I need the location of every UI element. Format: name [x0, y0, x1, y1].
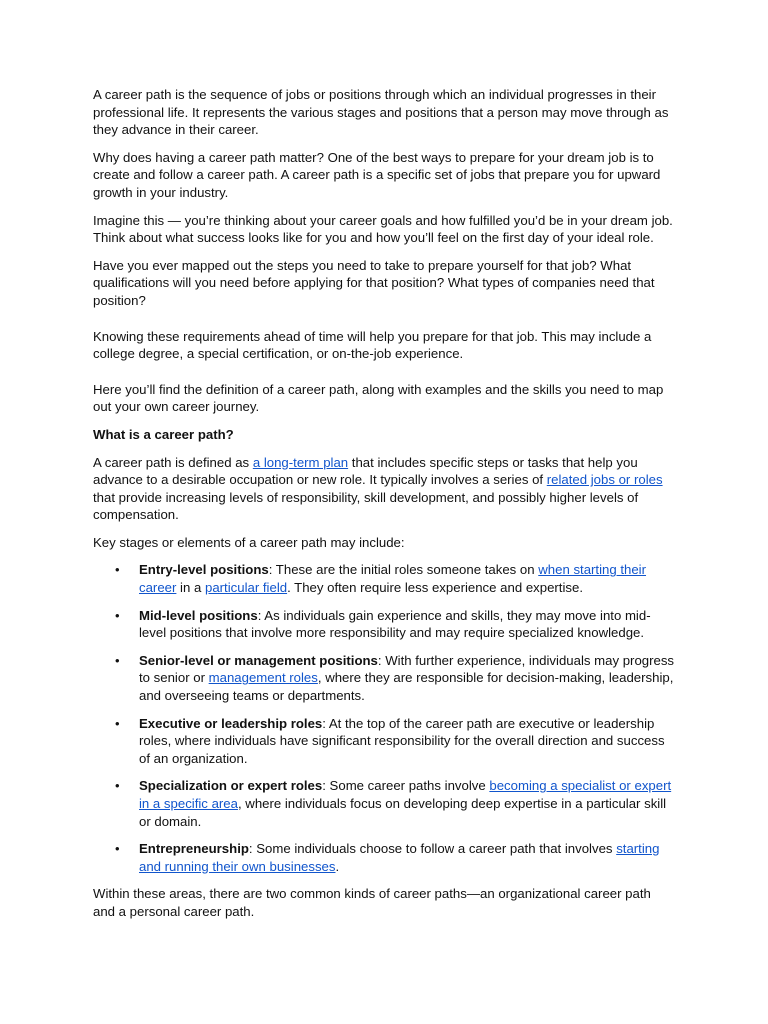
link-particular-field[interactable]: particular field — [204, 580, 288, 596]
paragraph-stages-intro: Key stages or elements of a career path may include: — [93, 534, 405, 550]
stage-text: : With further experience, individuals may progress to senior or — [139, 652, 675, 686]
paragraph-closing: Within these areas, there are two common kinds of career paths—an organizational career path and a personal career path. — [93, 886, 651, 919]
paragraph-requirements: Knowing these requirements ahead of time will help you prepare for that job. This may include a college degree, a special certification, or on-the-job experience. — [93, 328, 652, 362]
stage-title: Mid-level positions — [139, 607, 258, 623]
paragraph-definition — [93, 454, 675, 524]
link-own-businesses[interactable]: starting and running their own businesses — [139, 841, 660, 874]
stage-text: in a — [176, 580, 205, 596]
bullet-icon: • — [115, 778, 120, 794]
stage-text: : As individuals gain experience and skills, they may move into mid-level positions that involve more responsibility and may require specialized knowledge. — [139, 607, 651, 641]
paragraph-why-matters: Why does having a career path matter? One of the best ways to prepare for your dream job is to create and follow a career path. A career path is a specific set of jobs that prepare you for upward growth in your industry. — [93, 149, 661, 200]
bullet-icon: • — [115, 715, 120, 731]
list-item-specialization — [93, 777, 675, 830]
section-heading: What is a career path? — [93, 426, 234, 442]
paragraph-mapped-steps: Have you ever mapped out the steps you need to take to prepare yourself for that job? What qualifications will you need before applying for that position? What types of companies need that position? — [93, 257, 655, 308]
bullet-icon: • — [115, 841, 120, 857]
list-item-executive — [93, 715, 675, 768]
stage-text: . — [335, 858, 340, 874]
stage-text: : Some career paths involve — [322, 778, 490, 794]
stage-text: , where they are responsible for decision-making, leadership, and overseeing teams or departments. — [139, 670, 674, 704]
stage-text: : Some individuals choose to follow a career path that involves — [248, 841, 617, 857]
definition-text-2: that includes specific steps or tasks that help you advance to a desirable occupation or new role. It typically involves a series of — [93, 454, 638, 488]
link-management-roles[interactable]: management roles — [208, 670, 318, 686]
stage-text: , where individuals focus on developing deep expertise in a particular skill or domain. — [139, 796, 667, 829]
bullet-icon: • — [115, 607, 120, 623]
bullet-icon: • — [115, 652, 120, 668]
stage-text: : At the top of the career path are executive or leadership roles, where individuals have significant responsibility for the overall direction and success of an organization. — [139, 715, 665, 766]
list-item-entrepreneurship — [93, 840, 675, 875]
paragraph-intro: A career path is the sequence of jobs or positions through which an individual progresses in their professional life. It represents the various stages and positions that a person may move through as they advance in their career. — [93, 87, 669, 138]
list-item-senior-level — [93, 652, 675, 705]
stage-title: Entrepreneurship — [139, 841, 249, 857]
link-starting-career[interactable]: when starting their career — [139, 562, 647, 596]
stage-title: Executive or leadership roles — [139, 715, 323, 731]
stage-title: Senior-level or management positions — [139, 652, 378, 668]
bullet-icon: • — [115, 562, 120, 578]
link-long-term-plan[interactable]: a long-term plan — [252, 454, 349, 470]
paragraph-overview: Here you’ll find the definition of a career path, along with examples and the skills you need to map out your own career journey. — [93, 381, 664, 415]
stages-list — [93, 561, 675, 875]
stage-text: : These are the initial roles someone takes on — [268, 562, 539, 578]
stage-title: Specialization or expert roles — [139, 778, 323, 794]
stage-title: Entry-level positions — [139, 562, 269, 578]
definition-text-1: A career path is defined as — [93, 454, 253, 470]
stage-text: . They often require less experience and expertise. — [287, 580, 583, 596]
link-related-jobs[interactable]: related jobs or roles — [546, 472, 663, 488]
list-item-entry-level — [93, 561, 675, 596]
paragraph-imagine: Imagine this — you’re thinking about your career goals and how fulfilled you’d be in your dream job. Think about what success looks like for you and how you’ll feel on the first day of your ideal role. — [93, 212, 673, 246]
document-body — [93, 86, 675, 931]
link-becoming-specialist[interactable]: becoming a specialist or expert in a specific area — [139, 778, 672, 811]
definition-text-3: that provide increasing levels of responsibility, skill development, and possibly higher levels of compensation. — [93, 489, 639, 523]
list-item-mid-level — [93, 607, 675, 642]
